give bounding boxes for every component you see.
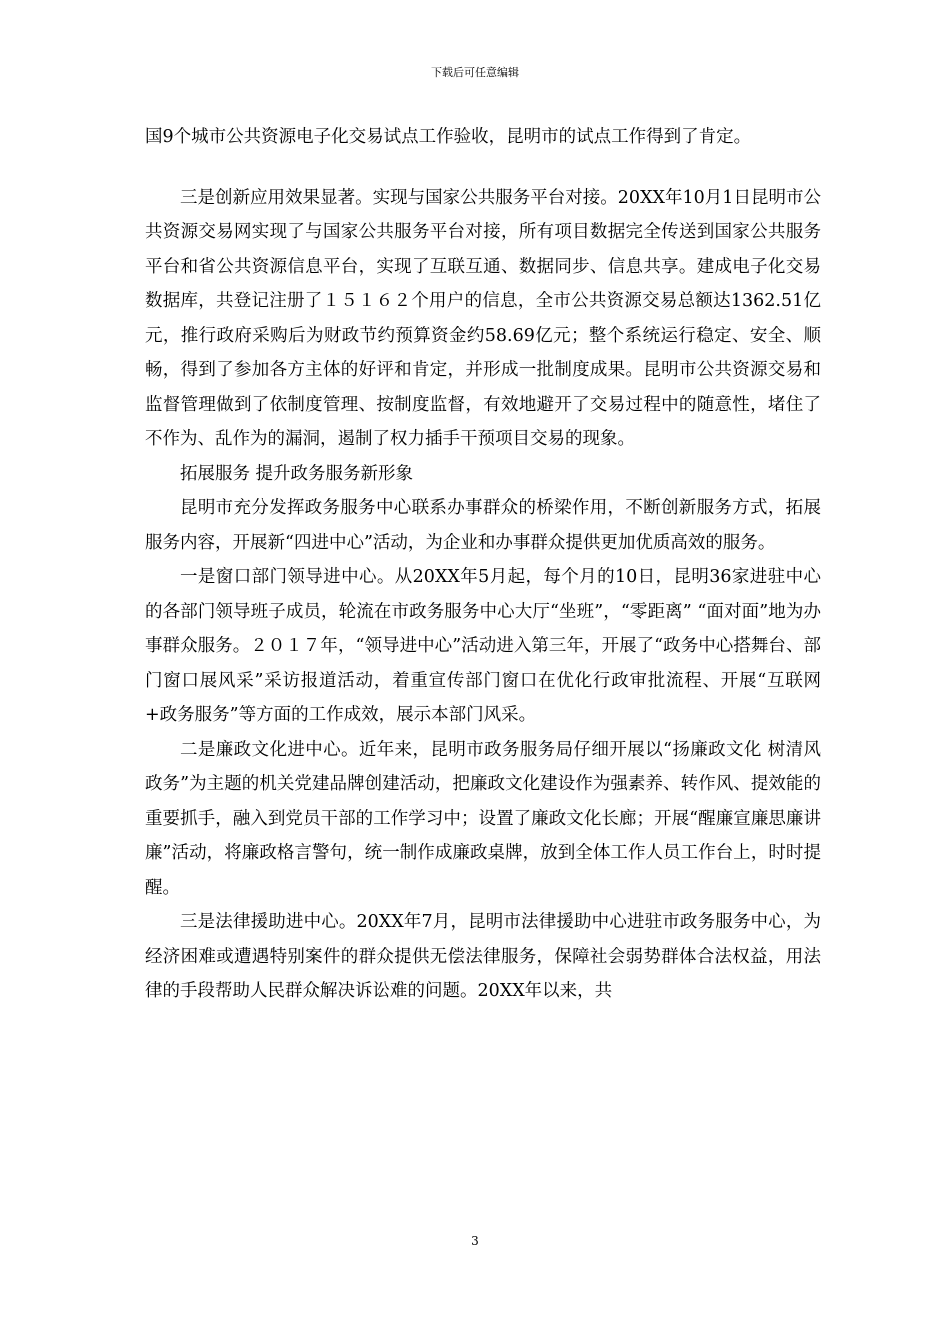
section-heading-expand-services: 拓展服务 提升政务服务新形象 xyxy=(180,463,414,484)
paragraph-legal-aid: 三是法律援助进中心。20XX年7月，昆明市法律援助中心进驻市政务服务中心，为经济困难或遭遇特别案件的群众提供无偿法律服务，保障社会弱势群体合法权益，用法律的手段帮助人民群众解决诉讼难的问题。20XX年以来，共 xyxy=(145,912,821,1001)
page-header: 下载后可任意编辑 xyxy=(431,66,519,79)
paragraph-gap xyxy=(145,155,821,181)
document-body xyxy=(145,120,821,1009)
paragraph-continuation: 国9个城市公共资源电子化交易试点工作验收，昆明市的试点工作得到了肯定。 xyxy=(145,127,752,147)
paragraph-leaders-in-center: 一是窗口部门领导进中心。从20XX年5月起，每个月的10日，昆明36家进驻中心的各部门领导班子成员，轮流在市政务服务中心大厅“坐班”，“零距离” “面对面”地为办事群众服务。２０１７年，“领导进中心”活动进入第三年，开展了“政务中心搭舞台、部门窗口展风采”采访报道活动，着重宣传部门窗口在优化行政审批流程、开展“互联网+政务服务”等方面的工作成效，展示本部门风采。 xyxy=(145,567,821,725)
page-number: 3 xyxy=(471,1234,479,1248)
paragraph-innovation-results: 三是创新应用效果显著。实现与国家公共服务平台对接。20XX年10月1日昆明市公共资源交易网实现了与国家公共服务平台对接，所有项目数据完全传送到国家公共服务平台和省公共资源信息平台，实现了互联互通、数据同步、信息共享。建成电子化交易数据库，共登记注册了１５１６２个用户的信息，全市公共资源交易总额达1362.51亿元，推行政府采购后为财政节约预算资金约58.69亿元；整个系统运行稳定、安全、顺畅，得到了参加各方主体的好评和肯定，并形成一批制度成果。昆明市公共资源交易和监督管理做到了依制度管理、按制度监督，有效地避开了交易过程中的随意性，堵住了不作为、乱作为的漏洞，遏制了权力插手干预项目交易的现象。 xyxy=(145,187,821,449)
paragraph-service-intro: 昆明市充分发挥政务服务中心联系办事群众的桥梁作用，不断创新服务方式，拓展服务内容，开展新“四进中心”活动，为企业和办事群众提供更加优质高效的服务。 xyxy=(145,498,821,553)
paragraph-integrity-culture: 二是廉政文化进中心。近年来，昆明市政务服务局仔细开展以“扬廉政文化 树清风政务”为主题的机关党建品牌创建活动，把廉政文化建设作为强素养、转作风、提效能的重要抓手，融入到党员干部的工作学习中；设置了廉政文化长廊；开展“醒廉宣廉思廉讲廉”活动，将廉政格言警句，统一制作成廉政桌牌，放到全体工作人员工作台上，时时提醒。 xyxy=(145,739,821,898)
